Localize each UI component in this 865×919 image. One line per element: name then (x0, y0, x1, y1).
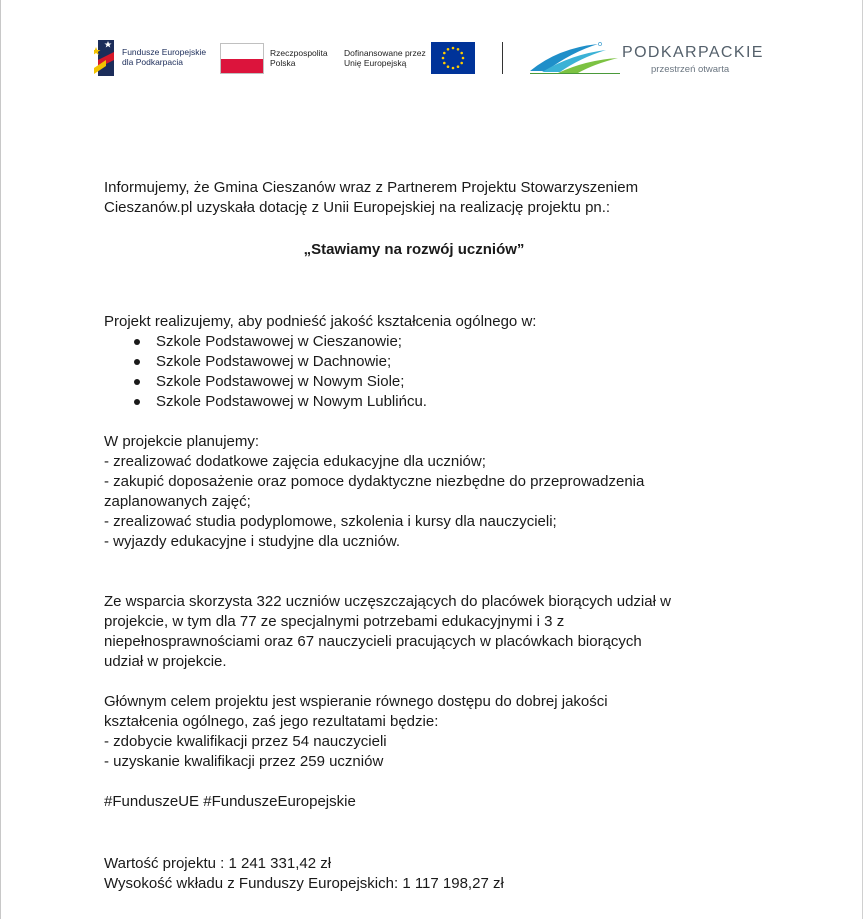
eu-contribution: Wysokość wkładu z Funduszy Europejskich: 1 117 198,27 zł (104, 875, 504, 892)
goal-line: - zdobycie kwalifikacji przez 54 nauczycieli (104, 733, 387, 750)
flag-red-band (221, 59, 263, 74)
project-title: „Stawiamy na rozwój uczniów” (303, 241, 525, 258)
podkarpackie-title: PODKARPACKIE (622, 44, 764, 61)
plan-line: zaplanowanych zajęć; (104, 493, 251, 510)
logo-divider (502, 42, 503, 74)
goal-line: - uzyskanie kwalifikacji przez 259 uczniów (104, 753, 384, 770)
plan-line: - wyjazdy edukacyjne i studyjne dla uczniów. (104, 533, 400, 550)
list-item: Szkole Podstawowej w Cieszanowie; (156, 332, 804, 352)
rp-line-1: Rzeczpospolita (270, 48, 328, 58)
list-item: Szkole Podstawowej w Nowym Lublińcu. (156, 392, 804, 412)
plans-intro: W projekcie planujemy: (104, 433, 260, 450)
rzeczpospolita-label (270, 48, 328, 68)
fe-line-1: Fundusze Europejskie (122, 47, 207, 57)
page-edge-right (862, 0, 863, 919)
support-line: udział w projekcie. (104, 653, 227, 670)
project-value: Wartość projektu : 1 241 331,42 zł (104, 855, 332, 872)
fundusze-europejskie-logo-icon (94, 38, 120, 78)
hashtags: #FunduszeUE #FunduszeEuropejskie (104, 793, 356, 810)
intro-line-2: Cieszanów.pl uzyskała dotację z Unii Europejskiej na realizację projektu pn.: (104, 199, 611, 216)
plan-line: - zakupić doposażenie oraz pomoce dydaktyczne niezbędne do przeprowadzenia (104, 473, 645, 490)
goal-line: Głównym celem projektu jest wspieranie równego dostępu do dobrej jakości (104, 693, 608, 710)
goal-line: kształcenia ogólnego, zaś jego rezultatami będzie: (104, 713, 439, 730)
rp-line-2: Polska (270, 58, 296, 68)
list-item: Szkole Podstawowej w Dachnowie; (156, 352, 804, 372)
document-body (104, 178, 804, 894)
support-line: projekcie, w tym dla 77 ze specjalnymi potrzebami edukacyjnymi i 3 z (104, 613, 565, 630)
fundusze-europejskie-label (122, 47, 206, 67)
logo-bar (0, 0, 865, 110)
podkarpackie-subtitle: przestrzeń otwarta (651, 64, 730, 75)
plan-line: - zrealizować studia podyplomowe, szkolenia i kursy dla nauczycieli; (104, 513, 557, 530)
schools-list (104, 332, 804, 412)
eu-flag-icon (431, 42, 475, 74)
fe-line-2: dla Podkarpacia (122, 57, 183, 67)
eu-funding-label (344, 48, 426, 68)
plan-line: - zrealizować dodatkowe zajęcia edukacyjne dla uczniów; (104, 453, 486, 470)
podkarpackie-swoosh-icon (528, 40, 620, 74)
eu-line-1: Dofinansowane przez (344, 48, 426, 58)
intro-line-1: Informujemy, że Gmina Cieszanów wraz z Partnerem Projektu Stowarzyszeniem (104, 179, 639, 196)
page-edge-left (0, 0, 1, 919)
list-item: Szkole Podstawowej w Nowym Siole; (156, 372, 804, 392)
support-line: niepełnosprawnościami oraz 67 nauczycieli pracujących w placówkach biorących (104, 633, 642, 650)
poland-flag-icon (220, 43, 264, 74)
support-line: Ze wsparcia skorzysta 322 uczniów uczęszczających do placówek biorących udział w (104, 593, 671, 610)
eu-line-2: Unię Europejską (344, 58, 407, 68)
flag-white-band (221, 44, 263, 59)
schools-intro: Projekt realizujemy, aby podnieść jakość kształcenia ogólnego w: (104, 313, 537, 330)
